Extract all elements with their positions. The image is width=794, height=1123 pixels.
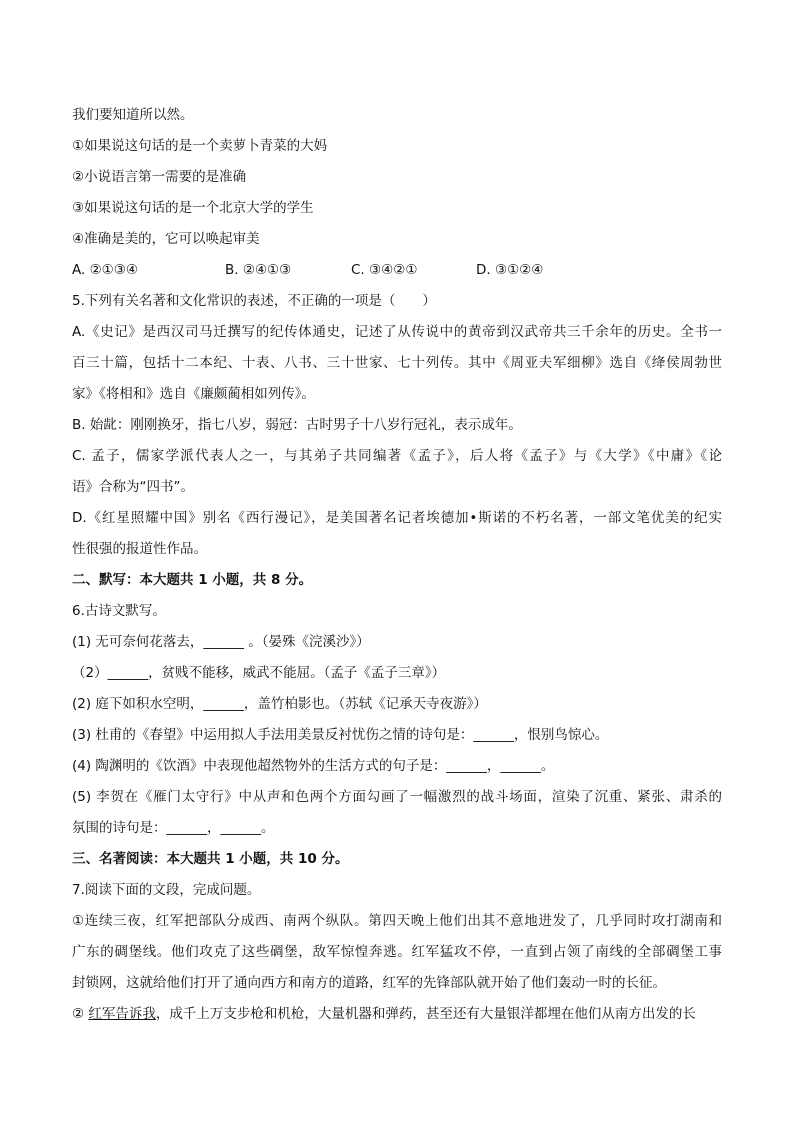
option-a: A. ②①③④ xyxy=(72,262,138,278)
text-line: D.《红星照耀中国》别名《西行漫记》，是美国著名记者埃德加•斯诺的不朽名著，一部文笔优美的纪实 xyxy=(72,510,722,526)
section-heading: 二、默写：本大题共 1 小题，共 8 分。 xyxy=(72,572,313,588)
text-line: 家》《将相和》选自《廉颇蔺相如列传》。 xyxy=(72,386,315,402)
text-line: ①连续三夜，红军把部队分成西、南两个纵队。第四天晚上他们出其不意地进发了，几乎同时攻打湖南和 xyxy=(72,913,722,929)
underlined-phrase: 红军告诉我 xyxy=(88,1006,156,1022)
text-line: ③如果说这句话的是一个北京大学的学生 xyxy=(72,200,314,216)
question-6: 6.古诗文默写。 xyxy=(72,603,166,619)
text-line: 封锁网，这就给他们打开了通向西方和南方的道路，红军的先锋部队就开始了他们轰动一时的长征。 xyxy=(72,975,666,991)
option-b: B. ②④①③ xyxy=(225,262,292,278)
text-line: （2）______，贫贱不能移，威武不能屈。（孟子《孟子三章》） xyxy=(72,665,446,681)
text-fragment: ，成千上万支步枪和机枪，大量机器和弹药，甚至还有大量银洋都埋在他们从南方出发的长 xyxy=(155,1006,696,1022)
text-line: 我们要知道所以然。 xyxy=(72,107,194,123)
text-line: (4) 陶渊明的《饮酒》中表现他超然物外的生活方式的句子是：______，______。 xyxy=(72,758,555,774)
option-d: D. ③①②④ xyxy=(476,262,544,278)
text-line: B. 始龀：刚刚换牙，指七八岁，弱冠：古时男子十八岁行冠礼，表示成年。 xyxy=(72,417,522,433)
text-line: 氛围的诗句是：______，______。 xyxy=(72,820,275,836)
section-heading: 三、名著阅读：本大题共 1 小题，共 10 分。 xyxy=(72,851,349,867)
text-line: ②小说语言第一需要的是准确 xyxy=(72,169,247,185)
exam-page xyxy=(72,100,722,1030)
text-line: 百三十篇，包括十二本纪、十表、八书、三十世家、七十列传。其中《周亚夫军细柳》选自《绛侯周勃世 xyxy=(72,355,722,371)
question-5: 5.下列有关名著和文化常识的表述，不正确的一项是（ ） xyxy=(72,293,436,309)
paragraph-number: ② xyxy=(72,1006,89,1022)
option-c: C. ③④②① xyxy=(351,262,418,278)
question-7: 7.阅读下面的文段，完成问题。 xyxy=(72,882,261,898)
text-line: (5) 李贺在《雁门太守行》中从声和色两个方面勾画了一幅激烈的战斗场面，渲染了沉重、紧张、肃杀的 xyxy=(72,789,722,805)
text-line: (3) 杜甫的《春望》中运用拟人手法用美景反衬忧伤之情的诗句是：______，恨别鸟惊心。 xyxy=(72,727,609,743)
text-line: (1) 无可奈何花落去，______ 。（晏殊《浣溪沙》） xyxy=(72,634,370,650)
text-line: C. 孟子，儒家学派代表人之一，与其弟子共同编著《孟子》，后人将《孟子》与《大学》《中庸》《论 xyxy=(72,448,722,464)
answer-options xyxy=(72,255,722,286)
text-line: 语》合称为“四书”。 xyxy=(72,479,194,495)
text-line: (2) 庭下如积水空明，______，盖竹柏影也。（苏轼《记承天寺夜游》） xyxy=(72,696,487,712)
text-line: 性很强的报道性作品。 xyxy=(72,541,207,557)
text-line: 广东的碉堡线。他们攻克了这些碉堡，敌军惊惶奔逃。红军猛攻不停，一直到占领了南线的全部碉堡工事 xyxy=(72,944,722,960)
text-line: ①如果说这句话的是一个卖萝卜青菜的大妈 xyxy=(72,138,328,154)
text-line: ④准确是美的，它可以唤起审美 xyxy=(72,231,260,247)
text-line: A.《史记》是西汉司马迁撰写的纪传体通史，记述了从传说中的黄帝到汉武帝共三千余年的历史。全书一 xyxy=(72,324,722,340)
text-line xyxy=(72,999,722,1030)
